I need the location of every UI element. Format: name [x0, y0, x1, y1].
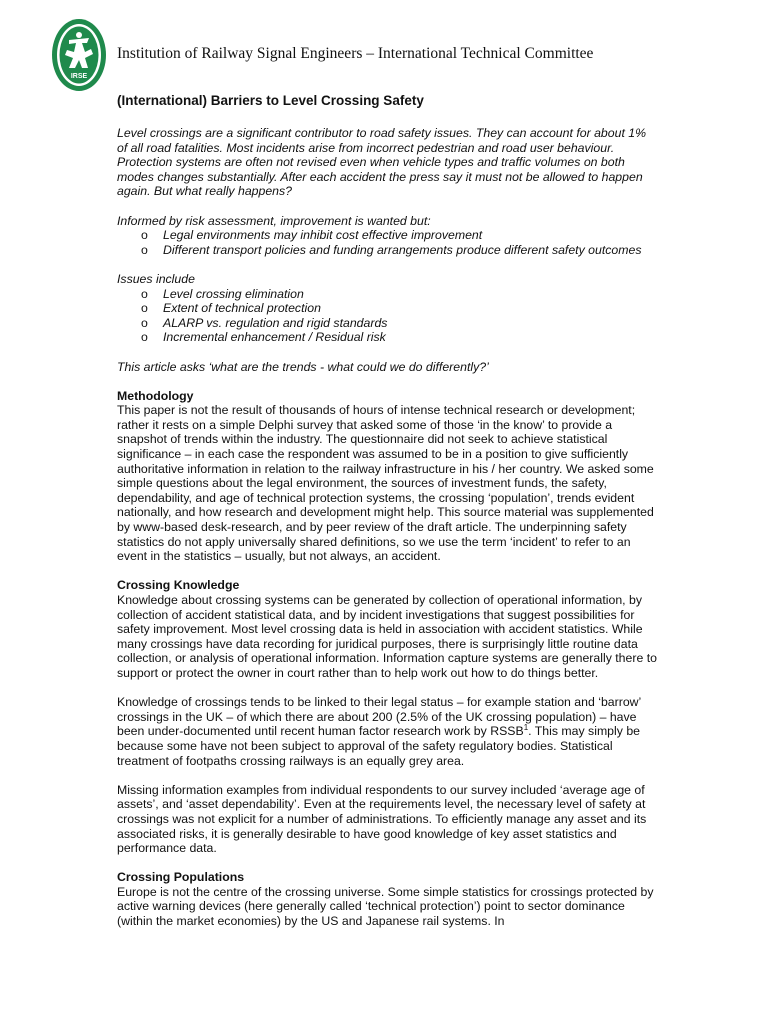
knowledge-paragraph-2: Knowledge of crossings tends to be linked to their legal status – for example station and ‘barrow’ crossings in the UK – of which there are about 200 (2.5% of the UK crossing population) – have been under-documented until recent human factor research work by RSSB$^1$. This may simply be because some have not been subject to approval of the safety regulatory bodies. Statistical treatment of footpaths crossing railways is an equally grey area.	[117, 695, 641, 768]
section-heading-methodology: Methodology	[117, 388, 194, 403]
populations-paragraph: Europe is not the centre of the crossing universe. Some simple statistics for crossings protected by active warning devices (here generally called ‘technical protection’) point to sector dominance (within the market economies) by the US and Japanese rail systems. In	[117, 884, 654, 929]
risk-list	[117, 228, 657, 257]
knowledge-paragraph-3: Missing information examples from individual respondents to our survey included ‘average age of assets’, and ‘asset dependability’. Even at the requirements level, the necessary level of safety at crossings was not explicit for a number of administrations. To efficiently manage any asset and its associated risks, it is generally desirable to have good knowledge of key asset statistics and performance data.	[117, 782, 647, 856]
list-item: o Different transport policies and funding arrangements produce different safety outcomes	[141, 242, 642, 257]
section-heading-crossing-populations: Crossing Populations	[117, 870, 245, 885]
methodology-paragraph: This paper is not the result of thousands of hours of intense technical research or development; rather it rests on a simple Delphi survey that asked some of those ‘in the know’ to provide a snapshot of trends within the industry. The questionnaire did not seek to achieve statistical significance – in each case the respondent was assumed to be in a position to give sufficiently authoritative information in relation to the railway infrastructure in his / her country. We asked some simple questions about the legal environment, the sources of investment funds, the safety, dependability, and age of technical protection systems, the crossing ‘population’, trends evident nationally, and how research and development might help. This source material was supplemented by www-based desk-research, and by peer review of the draft article. The underpinning safety statistics do not apply universally shared definitions, so we use the term ‘incident’ to refer to an event in the statistics – usually, but not always, an accident.	[117, 403, 654, 564]
issues-list	[117, 287, 657, 345]
bullet-icon: o	[141, 301, 148, 316]
bullet-icon: o	[141, 315, 148, 330]
bullet-icon: o	[141, 228, 148, 243]
article-question: This article asks ‘what are the trends - what could we do differently?’	[117, 359, 489, 374]
bullet-icon: o	[141, 242, 148, 257]
list-item: o ALARP vs. regulation and rigid standards	[141, 315, 388, 330]
footnote-marker: 1	[523, 723, 529, 733]
bullet-icon: o	[141, 330, 148, 345]
list-item: o Legal environments may inhibit cost effective improvement	[141, 228, 483, 243]
intro-paragraph: Level crossings are a significant contributor to road safety issues. They can account for about 1% of all road fatalities. Most incidents arise from incorrect pedestrian and road user behaviour. Protection systems are often not revised even when vehicle types and traffic volumes on both modes changes substantially. After each accident the press say it must not be allowed to happen again. But what really happens?	[117, 126, 647, 199]
list-item: o Extent of technical protection	[141, 301, 321, 316]
section-heading-crossing-knowledge: Crossing Knowledge	[117, 578, 240, 593]
issues-lead: Issues include	[117, 271, 195, 286]
article-body	[117, 126, 657, 943]
risk-lead: Informed by risk assessment, improvement is wanted but:	[117, 213, 431, 228]
irse-crest-icon	[51, 18, 107, 92]
page-title: (International) Barriers to Level Crossing Safety	[117, 93, 424, 108]
organization-header: Institution of Railway Signal Engineers – International Technical Committee	[117, 45, 594, 62]
knowledge-paragraph-1: Knowledge about crossing systems can be generated by collection of operational information, by collection of accident statistical data, and by incident investigations that suggest possibilities for safety improvement. Most level crossing data is held in association with accident statistics. While many crossings have data recording for juridical purposes, there is surprisingly little routine data collection, or analysis of operational information. Information capture systems are generally there to support or protect the owner in court rather than to help work out how to do things better.	[117, 593, 657, 680]
list-item: o Incremental enhancement / Residual risk	[141, 330, 386, 345]
bullet-icon: o	[141, 286, 148, 301]
list-item: o Level crossing elimination	[141, 286, 304, 301]
svg-text:IRSE: IRSE	[70, 73, 88, 80]
